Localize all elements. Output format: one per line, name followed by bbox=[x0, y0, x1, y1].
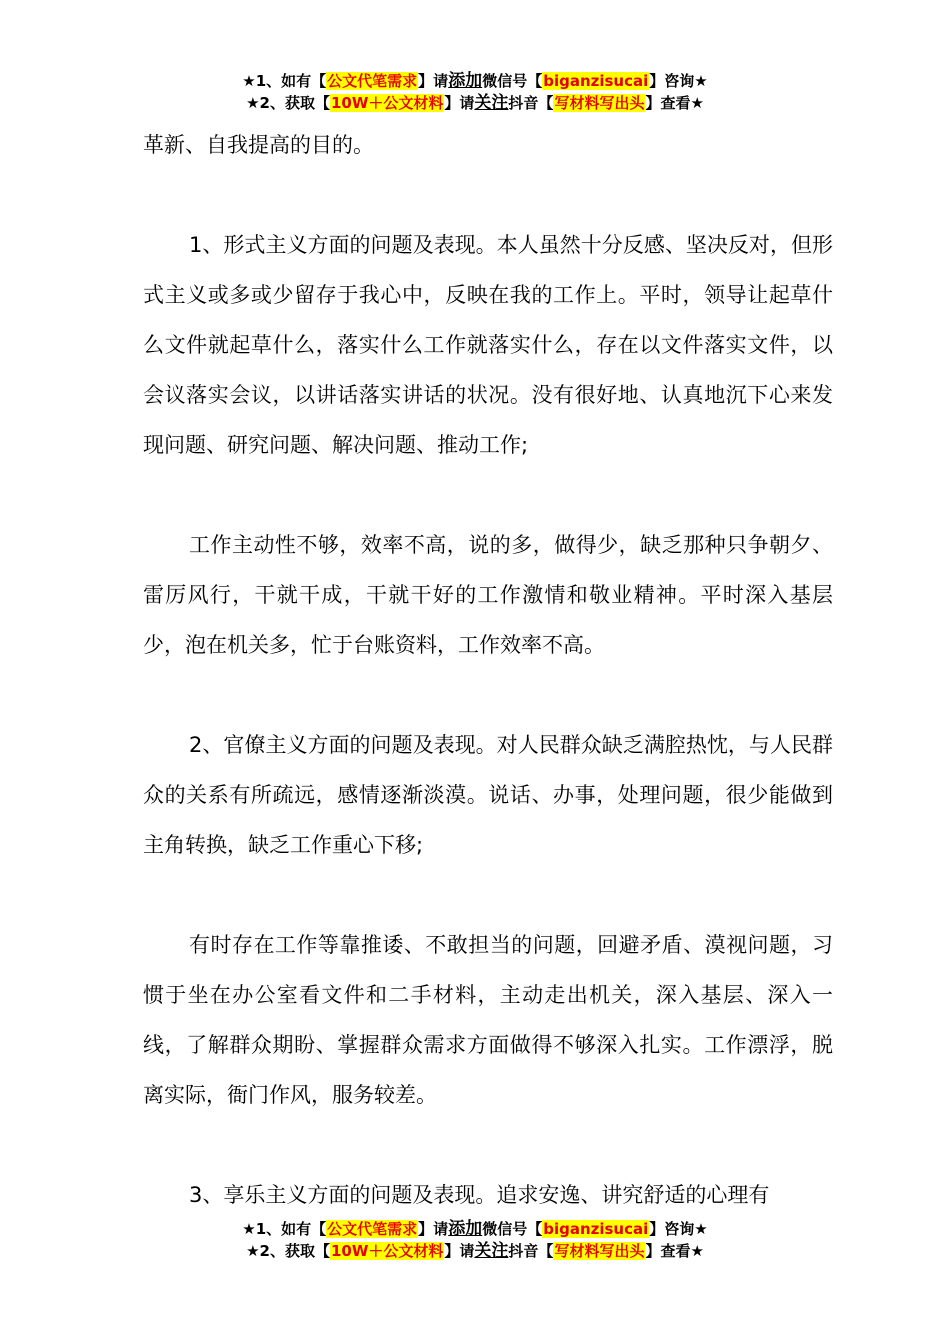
banner-text: 】咨询★ bbox=[649, 1220, 708, 1238]
banner-line-1 bbox=[0, 1218, 950, 1240]
banner-text: 微信号【 bbox=[482, 1220, 543, 1238]
banner-text: 】查看★ bbox=[645, 1242, 704, 1260]
banner-line-2 bbox=[0, 92, 950, 114]
banner-text: 】请 bbox=[418, 1220, 449, 1238]
banner-highlight: 公文代笔需求 bbox=[327, 1220, 418, 1238]
banner-emphasis: 添加 bbox=[448, 71, 483, 91]
banner-text: 抖音【 bbox=[508, 1242, 554, 1260]
banner-text: 】请 bbox=[418, 72, 449, 90]
banner-text: ★2、获取【 bbox=[246, 1242, 330, 1260]
banner-wechat-id: biganzisucai bbox=[543, 72, 649, 90]
paragraph-gap bbox=[143, 1120, 833, 1170]
document-body bbox=[143, 120, 833, 1220]
banner-emphasis: 关注 bbox=[474, 93, 509, 113]
paragraph-gap bbox=[143, 870, 833, 920]
banner-emphasis: 关注 bbox=[474, 1241, 509, 1261]
banner-text: 抖音【 bbox=[508, 94, 554, 112]
header-banner bbox=[0, 70, 950, 114]
banner-highlight: 公文代笔需求 bbox=[327, 72, 418, 90]
paragraph-hedonism: 3、享乐主义方面的问题及表现。追求安逸、讲究舒适的心理有 bbox=[189, 1183, 770, 1207]
banner-text: 微信号【 bbox=[482, 72, 543, 90]
banner-text: 】咨询★ bbox=[649, 72, 708, 90]
banner-text: 】查看★ bbox=[645, 94, 704, 112]
banner-emphasis: 添加 bbox=[448, 1219, 483, 1239]
paragraph-shirking: 有时存在工作等靠推诿、不敢担当的问题，回避矛盾、漠视问题，习惯于坐在办公室看文件和二手材料，主动走出机关，深入基层、深入一线，了解群众期盼、掌握群众需求方面做得不够深入扎实。工作漂浮，脱离实际，衙门作风，服务较差。 bbox=[143, 933, 833, 1107]
banner-text: 】请 bbox=[444, 1242, 475, 1260]
footer-banner bbox=[0, 1218, 950, 1262]
banner-text: ★2、获取【 bbox=[246, 94, 330, 112]
paragraph-gap bbox=[143, 470, 833, 520]
banner-line-2 bbox=[0, 1240, 950, 1262]
paragraph-initiative: 工作主动性不够，效率不高，说的多，做得少，缺乏那种只争朝夕、雷厉风行，干就干成，干就干好的工作激情和敬业精神。平时深入基层少，泡在机关多，忙于台账资料，工作效率不高。 bbox=[143, 533, 833, 657]
banner-highlight: 10W＋公文材料 bbox=[330, 1242, 444, 1260]
banner-highlight: 10W＋公文材料 bbox=[330, 94, 444, 112]
paragraph-gap bbox=[143, 170, 833, 220]
paragraph-formalism: 1、形式主义方面的问题及表现。本人虽然十分反感、坚决反对，但形式主义或多或少留存于我心中，反映在我的工作上。平时，领导让起草什么文件就起草什么，落实什么工作就落实什么，存在以文件落实文件，以会议落实会议，以讲话落实讲话的状况。没有很好地、认真地沉下心来发现问题、研究问题、解决问题、推动工作; bbox=[143, 233, 833, 457]
paragraph-gap bbox=[143, 670, 833, 720]
banner-wechat-id: biganzisucai bbox=[543, 1220, 649, 1238]
banner-text: ★1、如有【 bbox=[242, 1220, 327, 1238]
paragraph-continuation: 革新、自我提高的目的。 bbox=[143, 133, 374, 157]
banner-line-1 bbox=[0, 70, 950, 92]
paragraph-bureaucratism: 2、官僚主义方面的问题及表现。对人民群众缺乏满腔热忱，与人民群众的关系有所疏远，感情逐渐淡漠。说话、办事，处理问题，很少能做到主角转换，缺乏工作重心下移; bbox=[143, 733, 833, 857]
banner-text: ★1、如有【 bbox=[242, 72, 327, 90]
banner-douyin-id: 写材料写出头 bbox=[554, 94, 645, 112]
banner-douyin-id: 写材料写出头 bbox=[554, 1242, 645, 1260]
banner-text: 】请 bbox=[444, 94, 475, 112]
